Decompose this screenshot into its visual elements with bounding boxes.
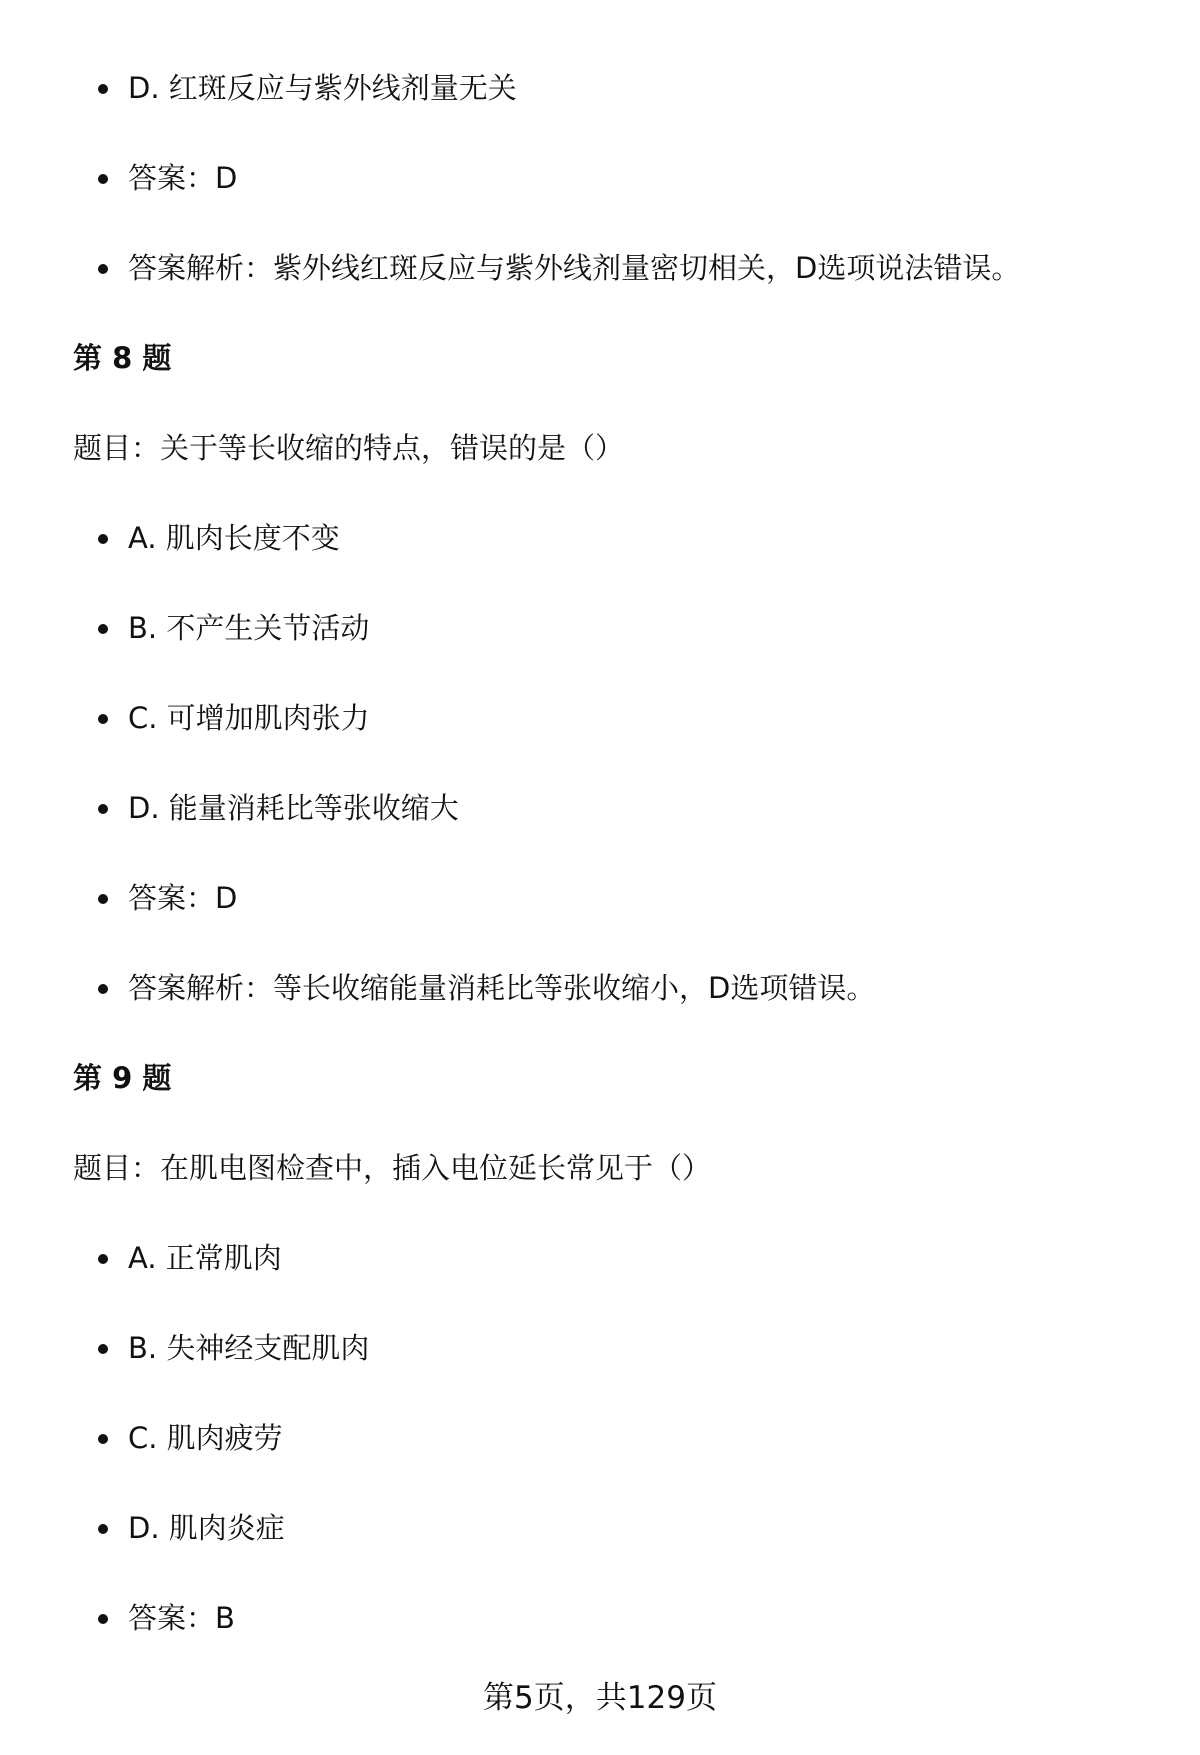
question-9-option-d: D. 肌肉炎症	[0, 1498, 285, 1558]
question-8-option-b: B. 不产生关节活动	[0, 598, 369, 658]
question-8-analysis: 答案解析：等长收缩能量消耗比等张收缩小，D选项错误。	[0, 958, 875, 1018]
question-8-option-a: A. 肌肉长度不变	[0, 508, 340, 568]
question-9-answer: 答案：B	[0, 1588, 235, 1648]
question-9-heading: 第 9 题	[73, 1061, 172, 1095]
question-8-heading: 第 8 题	[73, 341, 172, 375]
prev-answer: 答案：D	[0, 148, 237, 208]
question-9-option-b: B. 失神经支配肌肉	[0, 1318, 369, 1378]
prev-option-d: D. 红斑反应与紫外线剂量无关	[0, 58, 517, 118]
question-9-option-a: A. 正常肌肉	[0, 1228, 282, 1288]
question-8-option-c: C. 可增加肌肉张力	[0, 688, 370, 748]
question-9-text: 题目：在肌电图检查中，插入电位延长常见于（）	[73, 1151, 712, 1185]
question-8-option-d: D. 能量消耗比等张收缩大	[0, 778, 459, 838]
page-number: 第5页，共129页	[483, 1680, 717, 1716]
question-8-answer: 答案：D	[0, 868, 237, 928]
prev-analysis: 答案解析：紫外线红斑反应与紫外线剂量密切相关，D选项说法错误。	[0, 238, 1020, 298]
question-9-option-c: C. 肌肉疲劳	[0, 1408, 283, 1468]
question-8-text: 题目：关于等长收缩的特点，错误的是（）	[73, 431, 625, 465]
